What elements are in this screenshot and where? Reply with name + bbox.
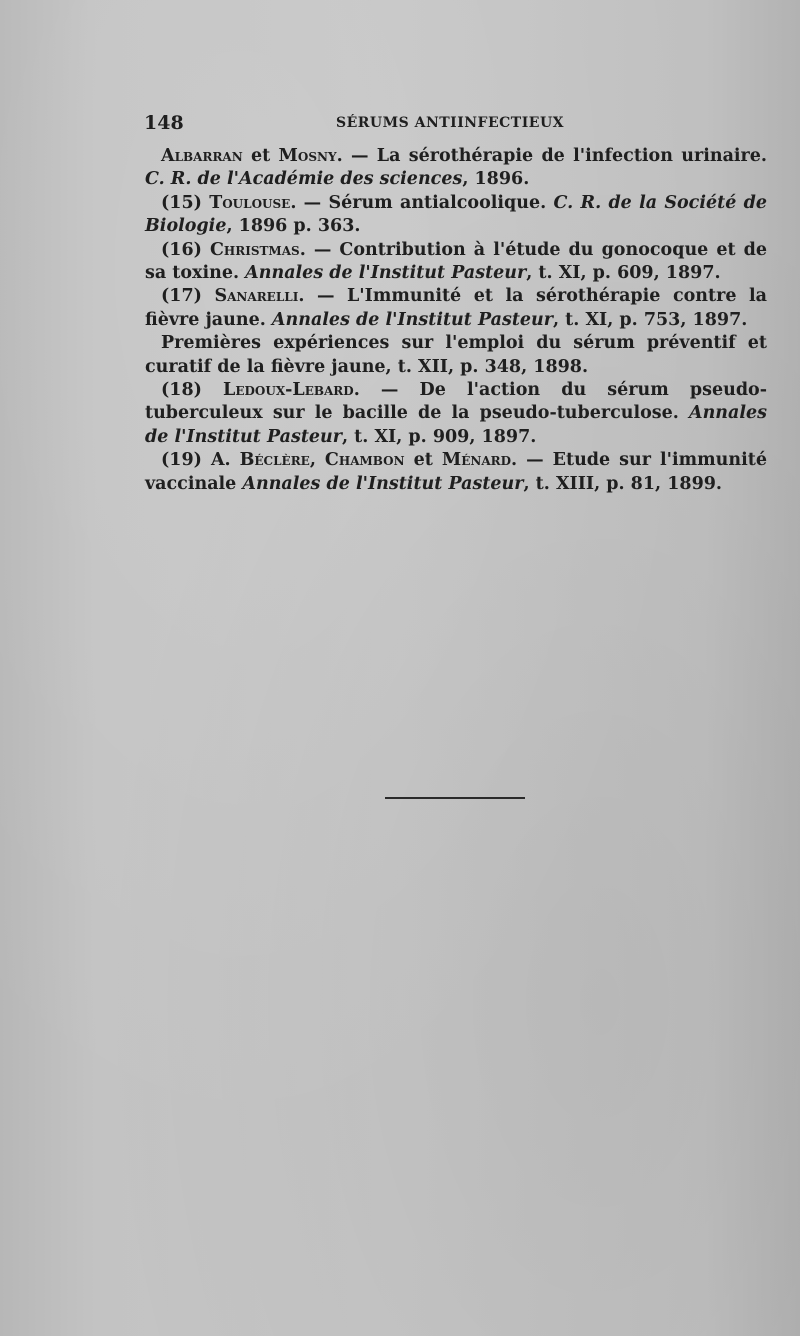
entry-author: Toulouse xyxy=(209,192,291,213)
bibliography-entry: (17) Sanarelli. — L'Immunité et la sérothérapie contre la fièvre jaune. Annales de l'Institut Pasteur, t. XI, p. 753, 1897. xyxy=(145,286,767,330)
bibliography-entry: (16) Christmas. — Contribution à l'étude du gonocoque et de sa toxine. Annales de l'Institut Pasteur, t. XI, p. 609, 1897. xyxy=(145,239,767,284)
entry-author: Ménard xyxy=(441,450,512,471)
entry-author: Christmas xyxy=(209,239,300,260)
section-end-rule xyxy=(385,797,525,799)
bibliography xyxy=(145,145,767,496)
entry-author: Albarran xyxy=(161,146,243,166)
entry-number: (19) xyxy=(161,450,211,471)
bibliography-entry: Albarran et Mosny. — La sérothérapie de l'infection urinaire. C. R. de l'Académie des sciences, 1896. xyxy=(145,146,767,190)
running-head: SÉRUMS ANTIINFECTIEUX xyxy=(335,115,565,131)
entry-number: (18) xyxy=(161,380,224,401)
bibliography-entry xyxy=(145,332,767,379)
page-number: 148 xyxy=(144,112,184,134)
entry-author: Ledoux-Lebard xyxy=(223,380,354,401)
entry-journal: C. R. de la Société de Biologie xyxy=(145,192,767,237)
entry-author: Mosny xyxy=(278,146,337,166)
page-header xyxy=(144,112,756,140)
entry-number: (17) xyxy=(161,286,215,307)
entry-journal: Annales de l'Institut Pasteur xyxy=(145,403,767,447)
entry-journal: Annales de l'Institut Pasteur xyxy=(271,309,553,330)
bibliography-entry: (18) Ledoux-Lebard. — De l'action du sérum pseudo-tuberculeux sur le bacille de la pseudo-tuberculose. Annales de l'Institut Pasteur, t. XI, p. 909, 1897. xyxy=(145,380,767,447)
entry-number: (15) xyxy=(161,192,210,213)
entry-number: (16) xyxy=(161,239,210,260)
entry-author: Sanarelli xyxy=(214,286,299,307)
entry-journal: Annales de l'Institut Pasteur xyxy=(242,473,524,494)
entry-journal: Annales de l'Institut Pasteur xyxy=(245,263,527,284)
bibliography-entry: (19) A. Béclère, Chambon et Ménard. — Etude sur l'immunité vaccinale Annales de l'Institut Pasteur, t. XIII, p. 81, 1899. xyxy=(145,450,767,494)
entry-author: A. Béclère, Chambon xyxy=(210,450,405,471)
bibliography-entry: (15) Toulouse. — Sérum antialcoolique. C. R. de la Société de Biologie, 1896 p. 363. xyxy=(145,192,767,237)
entry-text: Premières expériences sur l'emploi du sérum préventif et curatif de la fièvre jaune, t. XII, p. 348, 1898. xyxy=(145,333,767,377)
entry-journal: C. R. de l'Académie des sciences xyxy=(145,169,463,190)
